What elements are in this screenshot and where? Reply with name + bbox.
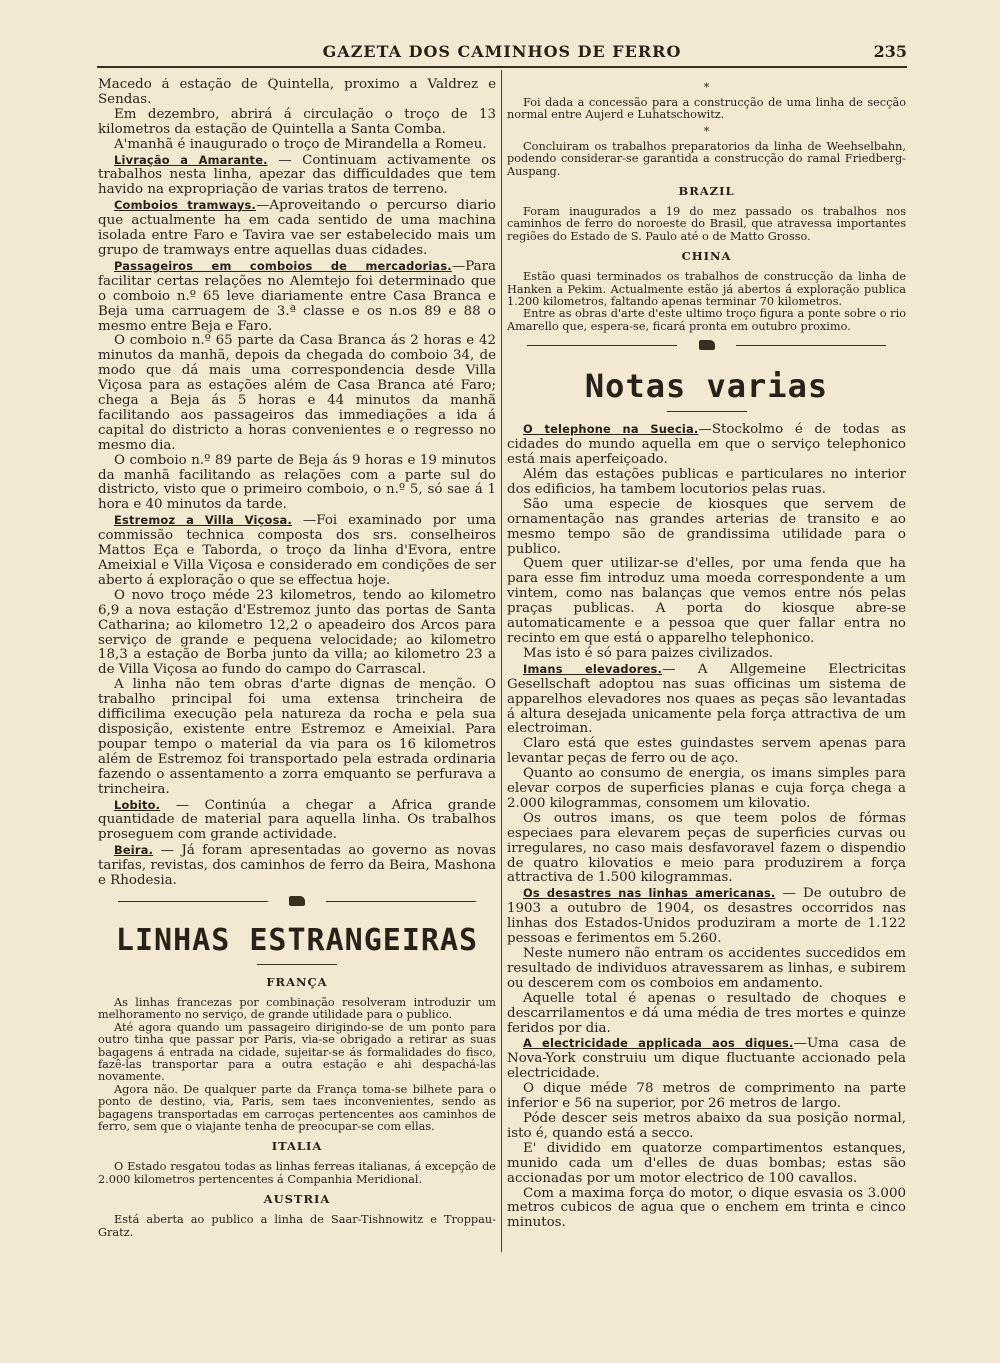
right-column — [507, 78, 906, 1231]
article-text: — De outubro de 1903 a outubro de 1904, os desastres occorridos nas linhas dos Estados-Unidos produziram a morte de 1.122 pessoas e ferimentos em 5.260. — [507, 886, 906, 947]
separator-asterisk: * — [703, 124, 710, 138]
article-livracao — [98, 153, 496, 199]
separator-asterisk: * — [703, 81, 710, 94]
article-text: — Continúa a chegar a Africa grande quantidade de material para aquella linha. Os trabalhos proseguem com grande actividade. — [98, 797, 496, 843]
article-lead: A electricidade applicada aos diques. — [523, 1036, 794, 1051]
article-text: —Foi examinado por uma commissão technica composta dos srs. conselheiros Mattos Eça e Taborda, o troço da linha d'Evora, entre Ameixial e Villa Viçosa e considerado em condições de ser aberto á exploração o que se effectua hoje. — [98, 513, 496, 588]
paragraph: Neste numero não entram os accidentes succedidos em resultado de individuos atravessarem as linhas, e subirem ou descerem com os comboios em andamento. — [507, 946, 906, 991]
ornament-rule — [736, 345, 886, 346]
subsection-head: BRAZIL — [678, 184, 735, 199]
subsection-head: FRANÇA — [266, 974, 328, 989]
article-lead: O telephone na Suecia. — [523, 422, 699, 437]
article-text: —Uma casa de Nova-York construiu um dique fluctuante accionado pela electricidade. — [507, 1036, 906, 1082]
article-passageiros — [98, 259, 496, 335]
article-desastres — [507, 886, 906, 947]
subsection-head: CHINA — [681, 249, 732, 264]
journal-title: GAZETA DOS CAMINHOS DE FERRO — [322, 42, 682, 61]
column-divider — [501, 70, 502, 1252]
locomotive-icon — [699, 340, 715, 350]
paragraph: Até agora quando um passageiro dirigindo-se de um ponto para outro tinha que passar por Paris, via-se obrigado a retirar as suas bagagens á entrada na cidade, sujeitar-se ás formalidades do fisco, fazê-las transportar para a outra estação e ahi despachá-las novamente. — [98, 1020, 496, 1084]
article-imans — [507, 662, 906, 738]
article-lead: Lobito. — [114, 797, 161, 812]
article-lead: Livração a Amarante. — [114, 152, 268, 167]
ornament-rule — [118, 901, 268, 902]
paragraph: O novo troço méde 23 kilometros, tendo ao kilometro 6,9 a nova estação d'Estremoz junto das portas de Santa Catharina; ao kilometro 12,2 o apeadeiro dos Arcos para serviço de grande e pequena velocidade; ao kilometro 18,3 a estação de Borba junto da villa; ao kilometro 23 a de Villa Viçosa ao fundo do campo do Carrascal. — [98, 587, 496, 678]
paragraph: As linhas francezas por combinação resolveram introduzir um melhoramento no serviço, de grande utilidade para o publico. — [98, 995, 496, 1022]
paragraph: A'manhã é inaugurado o troço de Mirandella a Romeu. — [114, 136, 487, 152]
paragraph: Em dezembro, abrirá á circulação o troço de 13 kilometros da estação de Quintella a Santa Comba. — [98, 106, 496, 137]
paragraph: Póde descer seis metros abaixo da sua posição normal, isto é, quando está a secco. — [507, 1110, 906, 1141]
title-rule — [667, 411, 747, 412]
section-ornament — [507, 339, 906, 353]
paragraph: Quanto ao consumo de energia, os imans simples para elevar corpos de superficies planas e cuja força chega a 2.000 kilogrammas, consomem um kilovatio. — [507, 766, 906, 811]
paragraph: Concluiram os trabalhos preparatorios da linha de Weehselbahn, podendo considerar-se garantida a construcção do ramal Friedberg-Auspang. — [507, 139, 906, 178]
paragraph: A linha não tem obras d'arte dignas de menção. O trabalho principal foi uma extensa trincheira de difficilima execução pela natureza da rocha e pela sua disposição, existente entre Estremoz e Ameixial. Para poupar tempo o material da via para os 16 kilometros além de Estremoz foi transportado pela estrada ordinaria fazendo o assentamento a zorra emquanto se perfurava a trincheira. — [98, 677, 496, 797]
paragraph: O dique méde 78 metros de comprimento na parte inferior e 56 na superior, por 26 metros de largo. — [507, 1081, 906, 1112]
subsection-head: AUSTRIA — [263, 1192, 331, 1207]
article-comboios — [98, 198, 496, 259]
article-text: —Para facilitar certas relações no Alemtejo foi determinado que o comboio n.º 65 leve diariamente entre Casa Branca e Beja uma carruagem de 3.ª classe e os n.os 89 e 88 o mesmo entre Beja e Faro. — [98, 258, 496, 334]
article-text: —Stockolmo é de todas as cidades do mundo aquella em que o serviço telephonico está mais aperfeiçoado. — [507, 422, 906, 468]
paragraph: Entre as obras d'arte d'este ultimo troço figura a ponte sobre o rio Amarello que, espera-se, ficará pronta em outubro proximo. — [507, 307, 906, 333]
article-estremoz — [98, 513, 496, 589]
paragraph: Está aberta ao publico a linha de Saar-Tishnowitz e Troppau-Gratz. — [98, 1213, 496, 1239]
article-text: —Aproveitando o percurso diario que actualmente ha em cada sentido de uma machina isolada entre Faro e Tavira vae ser estabelecido mais um grupo de tramways entre aquellas duas cidades. — [98, 198, 496, 258]
locomotive-icon — [289, 896, 305, 906]
article-lobito — [98, 798, 496, 844]
foreign-lines-continued — [507, 81, 906, 333]
title-rule — [257, 964, 337, 965]
paragraph: Quem quer utilizar-se d'elles, por uma fenda que ha para esse fim introduz uma moeda correspondente a um vintem, como nas balanças que vemos entre nós pelas praças publicas. A porta do kiosque abre-se automaticamente e a pessoa que quer fallar entra no recinto em que está o apparelho telephonico. — [507, 556, 906, 646]
section-title: Notas varias — [584, 367, 829, 406]
page-number: 235 — [873, 42, 907, 61]
left-column — [98, 78, 496, 1239]
article-lead: Beira. — [114, 843, 154, 858]
paragraph: Agora não. De qualquer parte da França toma-se bilhete para o ponto de destino, via, Paris, sem taes inconvenientes, sendo as bagagens transportadas em carroças pertencentes aos caminhos de ferro, sem que o viajante tenha de preocupar-se com ellas. — [98, 1082, 496, 1133]
article-lead: Estremoz a Villa Viçosa. — [114, 513, 292, 528]
article-text: — Já foram apresentadas ao governo as novas tarifas, revistas, dos caminhos de ferro da Beira, Mashona e Rhodesia. — [98, 843, 496, 889]
paragraph: Além das estações publicas e particulares no interior dos edificios, ha tambem locutorios pelas ruas. — [507, 467, 906, 497]
page-header — [97, 40, 907, 68]
section-title: LINHAS ESTRANGEIRAS — [115, 922, 479, 958]
paragraph: São uma especie de kiosques que servem de ornamentação nas grandes arterias de transito e ao mesmo tempo são de grandissima utilidade para o publico. — [507, 496, 906, 557]
article-text: — A Allgemeine Electricitas Gesellschaft adoptou nas suas officinas um sistema de apparelhos elevadores nos quaes as peças são levantadas á altura desejada unicamente pela força attractiva de um electroiman. — [507, 661, 906, 737]
article-lead: Imans elevadores. — [523, 661, 663, 676]
article-telephone — [507, 422, 906, 468]
paragraph: O comboio n.º 65 parte da Casa Branca ás 2 horas e 42 minutos da manhã, depois da chegada do comboio 34, de modo que dá mais uma correspondencia desde Villa Viçosa para as estações além de Casa Branca até Faro; chega a Beja ás 5 horas e 44 minutos da manhã facilitando aos passageiros das immediações a ida á capital do districto a horas convenientes e o regresso no mesmo dia. — [98, 333, 496, 453]
paragraph: O comboio n.º 89 parte de Beja ás 9 horas e 19 minutos da manhã facilitando as relações com a parte sul do districto, visto que o primeiro comboio, o n.º 5, só sae á 1 hora e 40 minutos da tarde. — [98, 452, 496, 513]
paragraph: Foram inaugurados a 19 do mez passado os trabalhos nos caminhos de ferro do noroeste do Brasil, que atravessa importantes regiões do Estado de S. Paulo até o de Matto Grosso. — [507, 205, 906, 243]
subsection-head: ITALIA — [271, 1139, 323, 1154]
paragraph: Mas isto é só para paizes civilizados. — [523, 645, 774, 661]
article-lead: Os desastres nas linhas americanas. — [523, 886, 776, 901]
article-beira — [98, 843, 496, 889]
paragraph: O Estado resgatou todas as linhas ferreas italianas, á excepção de 2.000 kilometros pertencentes á Companhia Meridional. — [98, 1160, 496, 1186]
paragraph: Macedo á estação de Quintella, proximo a Valdrez e Sendas. — [98, 78, 496, 107]
ornament-rule — [527, 345, 677, 346]
paragraph: Claro está que estes guindastes servem apenas para levantar peças de ferro ou de aço. — [507, 736, 906, 767]
article-electricidade — [507, 1036, 906, 1082]
foreign-lines — [98, 975, 496, 1239]
paragraph: Estão quasi terminados os trabalhos de construcção da linha de Hanken a Pekim. Actualmente estão já abertos á exploração publica 1.200 kilometros, faltando apenas terminar 70 kilometros. — [507, 270, 906, 309]
paragraph: Foi dada a concessão para a construcção de uma linha de secção normal entre Aujerd e Luhatschowitz. — [507, 96, 906, 122]
ornament-rule — [326, 901, 476, 902]
article-lead: Passageiros em comboios de mercadorias. — [114, 258, 452, 273]
paragraph: E' dividido em quatorze compartimentos estanques, munido cada um d'elles de duas bombas; estas são accionadas por um motor electrico de 100 cavallos. — [507, 1140, 906, 1186]
paragraph: Com a maxima força do motor, o dique esvasia os 3.000 metros cubicos de agua que o enchem em trinta e cinco minutos. — [507, 1185, 906, 1231]
article-text: — Continuam activamente os trabalhos nesta linha, apezar das difficuldades que tem havido na expropriação de varias tratos de terreno. — [98, 152, 496, 198]
article-lead: Comboios tramways. — [114, 198, 257, 213]
paragraph: Aquelle total é apenas o resultado de choques e descarrilamentos e dá uma média de tres mortes e quinze feridos por dia. — [507, 990, 906, 1036]
section-ornament — [98, 895, 496, 909]
paragraph: Os outros imans, os que teem polos de fórmas especiaes para elevarem peças de superficies curvas ou irregulares, no caso mais desfavoravel fazem o dispendio de quatro kilovatios e meio para produzirem a força attractiva de 1.500 kilogrammas. — [507, 810, 906, 886]
